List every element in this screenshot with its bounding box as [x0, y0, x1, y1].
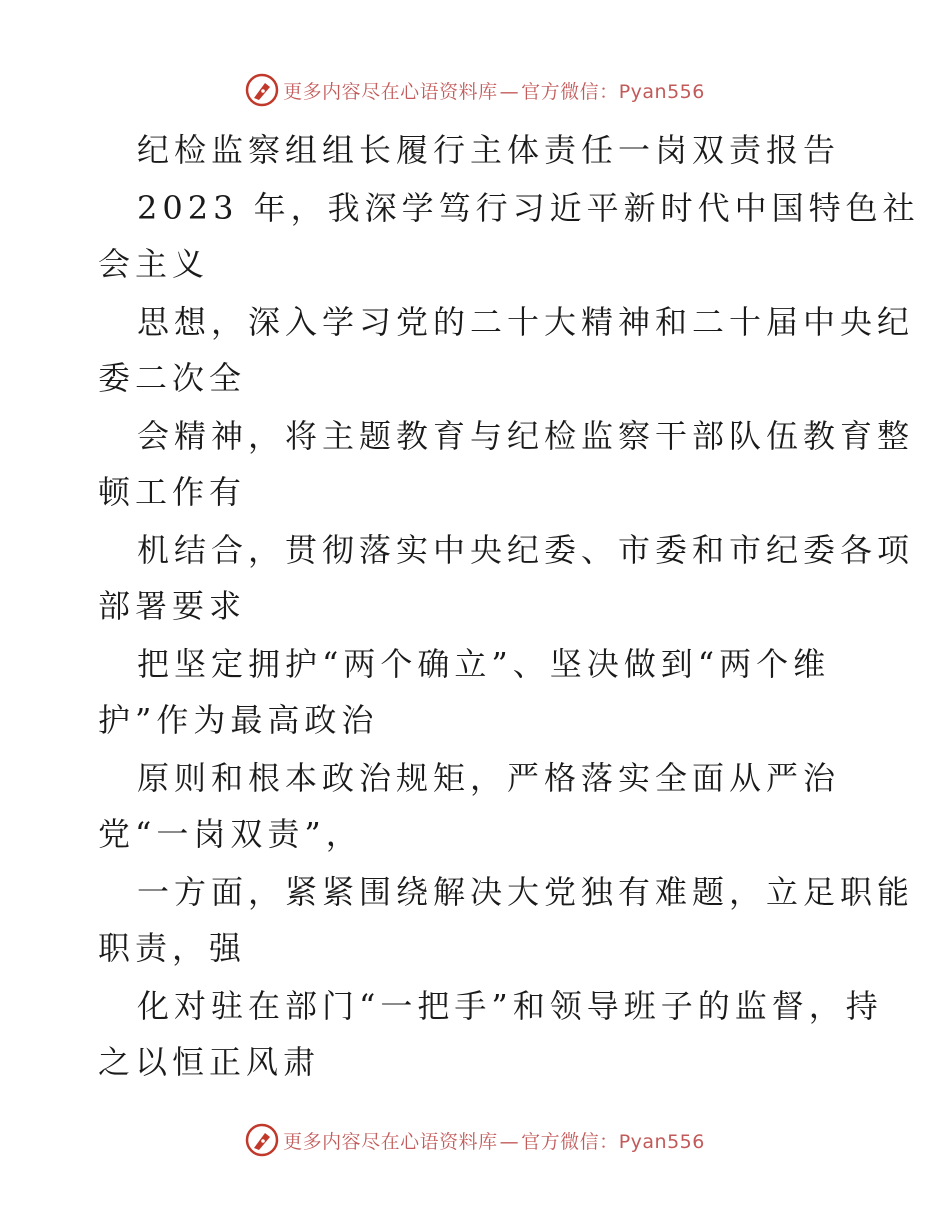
- watermark-text: [283, 77, 705, 104]
- text-line: 2023 年，我深学笃行习近平新时代中国特色社: [137, 189, 920, 227]
- text-line: 会精神，将主题教育与纪检监察干部队伍教育整: [137, 417, 915, 455]
- text-line: 把坚定拥护“两个确立”、坚决做到“两个维: [137, 645, 831, 683]
- watermark-label: 官方微信：: [521, 80, 619, 103]
- watermark-site: 更多内容尽在心语资料库: [283, 1130, 498, 1153]
- watermark-wechat-id: Pyan556: [618, 1130, 705, 1153]
- text-line: 会主义: [98, 245, 210, 283]
- watermark-separator: —: [499, 1130, 520, 1153]
- watermark-text: [283, 1127, 705, 1154]
- watermark-banner-top: [0, 70, 950, 110]
- text-line: 委二次全: [98, 359, 247, 397]
- text-line: 原则和根本政治规矩，严格落实全面从严治: [137, 759, 841, 797]
- text-line: 职责，强: [98, 929, 247, 967]
- watermark-wechat-id: Pyan556: [618, 80, 705, 103]
- text-line: 一方面，紧紧围绕解决大党独有难题，立足职能: [137, 873, 915, 911]
- pen-nib-circle-icon: [245, 1123, 279, 1157]
- text-line: 顿工作有: [98, 473, 247, 511]
- text-line: 化对驻在部门“一把手”和领导班子的监督，持: [137, 987, 883, 1025]
- text-line: 机结合，贯彻落实中央纪委、市委和市纪委各项: [137, 531, 915, 569]
- watermark-site: 更多内容尽在心语资料库: [283, 80, 498, 103]
- text-line: 护”作为最高政治: [98, 701, 379, 739]
- document-title: 纪检监察组组长履行主体责任一岗双责报告: [137, 131, 841, 169]
- watermark-separator: —: [499, 80, 520, 103]
- text-line: 党“一岗双责”，: [98, 815, 363, 853]
- text-line: 思想，深入学习党的二十大精神和二十届中央纪: [137, 303, 915, 341]
- watermark-banner-bottom: [0, 1120, 950, 1160]
- pen-nib-circle-icon: [245, 73, 279, 107]
- watermark-label: 官方微信：: [521, 1130, 619, 1153]
- text-line: 之以恒正风肃: [98, 1043, 321, 1081]
- text-line: 部署要求: [98, 587, 247, 625]
